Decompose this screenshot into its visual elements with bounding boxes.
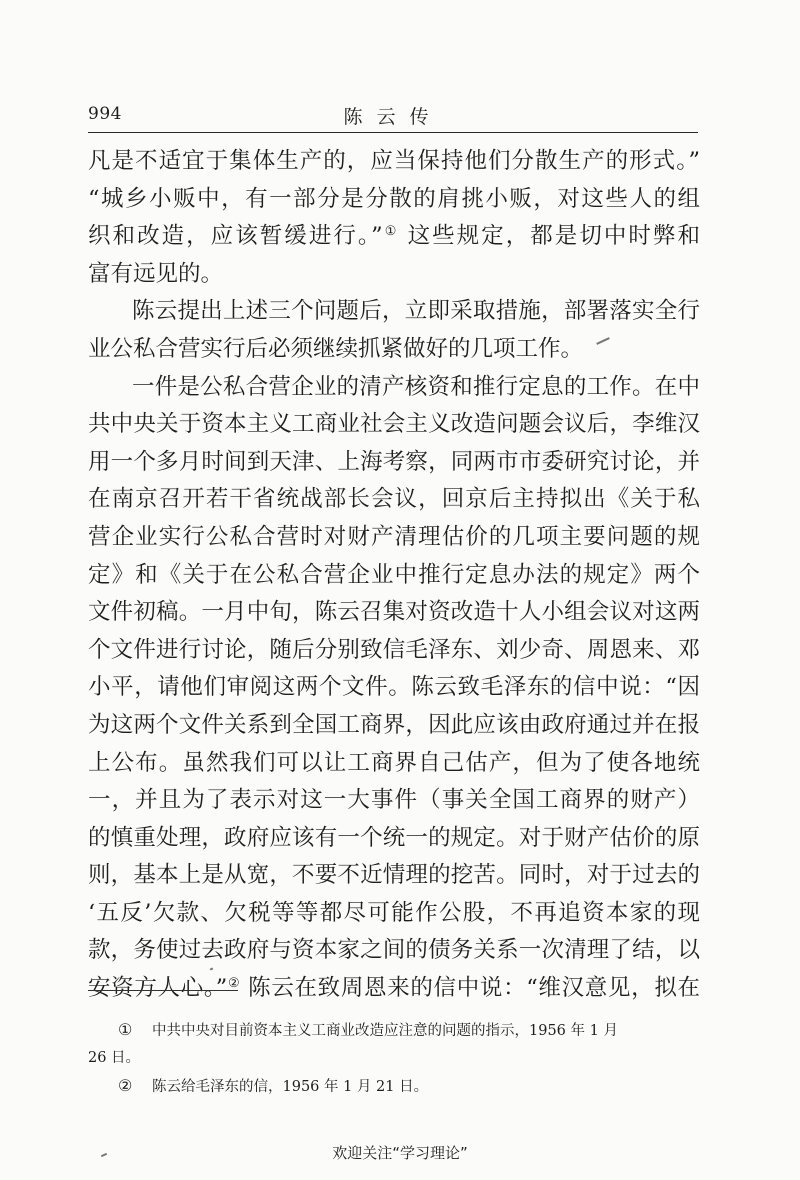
footnote-1 bbox=[88, 1016, 700, 1044]
body-line: ‘五反’欠款、欠税等等都尽可能作公股，不再追资本家的现 bbox=[88, 899, 700, 926]
page-number: 994 bbox=[88, 104, 122, 124]
footnote-ref-1: ① bbox=[382, 224, 399, 240]
body-line: 小平，请他们审阅这两个文件。陈云致毛泽东的信中说：“因 bbox=[88, 674, 700, 701]
body-line: 款，务使过去政府与资本家之间的债务关系一次清理了结，以 bbox=[88, 937, 700, 964]
body-line: 业公私合营实行后必须继续抓紧做好的几项工作。 bbox=[88, 335, 584, 362]
body-line: 用一个多月时间到天津、上海考察，同两市市委研究讨论，并 bbox=[88, 448, 700, 475]
body-line-text: 这些规定，都是切中时弊和 bbox=[407, 223, 700, 250]
body-line: 个文件进行讨论，随后分别致信毛泽东、刘少奇、周恩来、邓 bbox=[88, 636, 700, 663]
footnotes bbox=[88, 1016, 700, 1100]
body-line: 富有远见的。 bbox=[88, 260, 224, 287]
body-line: 的慎重处理，政府应该有一个统一的规定。对于财产估价的原 bbox=[88, 824, 700, 851]
footnote-2-marker: ② bbox=[118, 1076, 133, 1095]
footnote-1-text: 中共中央对目前资本主义工商业改造应注意的问题的指示，1956 年 1 月 bbox=[152, 1023, 618, 1039]
body-line: 共中央关于资本主义工商业社会主义改造问题会议后，李维汉 bbox=[88, 411, 700, 438]
paragraph-start-line: 一件是公私合营企业的清产核资和推行定息的工作。在中 bbox=[132, 373, 700, 400]
paragraph-start-line: 陈云提出上述三个问题后，立即采取措施，部署落实全行 bbox=[132, 298, 700, 325]
footnote-1-continuation: 26 日。 bbox=[88, 1050, 141, 1066]
body-line: 一，并且为了表示对这一大事件（事关全国工商界的财产） bbox=[88, 787, 700, 814]
body-line-with-note bbox=[88, 218, 700, 256]
running-title: 陈云传 bbox=[343, 106, 443, 128]
footnote-1-marker: ① bbox=[118, 1020, 133, 1039]
body-line: 为这两个文件关系到全国工商界，因此应该由政府通过并在报 bbox=[88, 711, 700, 738]
body-line-text: 陈云在致周恩来的信中说：“维汉意见，拟在 bbox=[248, 975, 700, 1002]
body-line: 凡是不适宜于集体生产的，应当保持他们分散生产的形式。” bbox=[88, 148, 700, 174]
body-line: 上公布。虽然我们可以让工商界自己估产，但为了使各地统 bbox=[88, 749, 700, 776]
body-line: 则，基本上是从宽，不要不近情理的挖苦。同时，对于过去的 bbox=[88, 862, 700, 889]
body-line: 在南京召开若干省统战部长会议，回京后主持拟出《关于私 bbox=[88, 486, 700, 513]
body-line: 文件初稿。一月中旬，陈云召集对资改造十人小组会议对这两 bbox=[88, 599, 700, 626]
body-text bbox=[88, 143, 700, 1008]
footnote-2-text: 陈云给毛泽东的信，1956 年 1 月 21 日。 bbox=[152, 1079, 429, 1095]
footnote-2 bbox=[88, 1072, 700, 1100]
body-line: 营企业实行公私合营时对财产清理估价的几项主要问题的规 bbox=[88, 523, 700, 550]
footnote-ref-2: ② bbox=[227, 976, 241, 992]
body-line: 定》和《关于在公私合营企业中推行定息办法的规定》两个 bbox=[88, 561, 700, 588]
footnote-rule bbox=[88, 990, 238, 991]
body-line-text: 织和改造，应该暂缓进行。” bbox=[88, 223, 383, 250]
watermark-caption: 欢迎关注“学习理论” bbox=[332, 1144, 468, 1162]
body-line-with-note bbox=[88, 970, 700, 1008]
body-line-text: 安资方人心。” bbox=[88, 975, 228, 1002]
body-line: “城乡小贩中，有一部分是分散的肩挑小贩，对这些人的组 bbox=[88, 185, 700, 212]
running-header bbox=[88, 98, 698, 133]
